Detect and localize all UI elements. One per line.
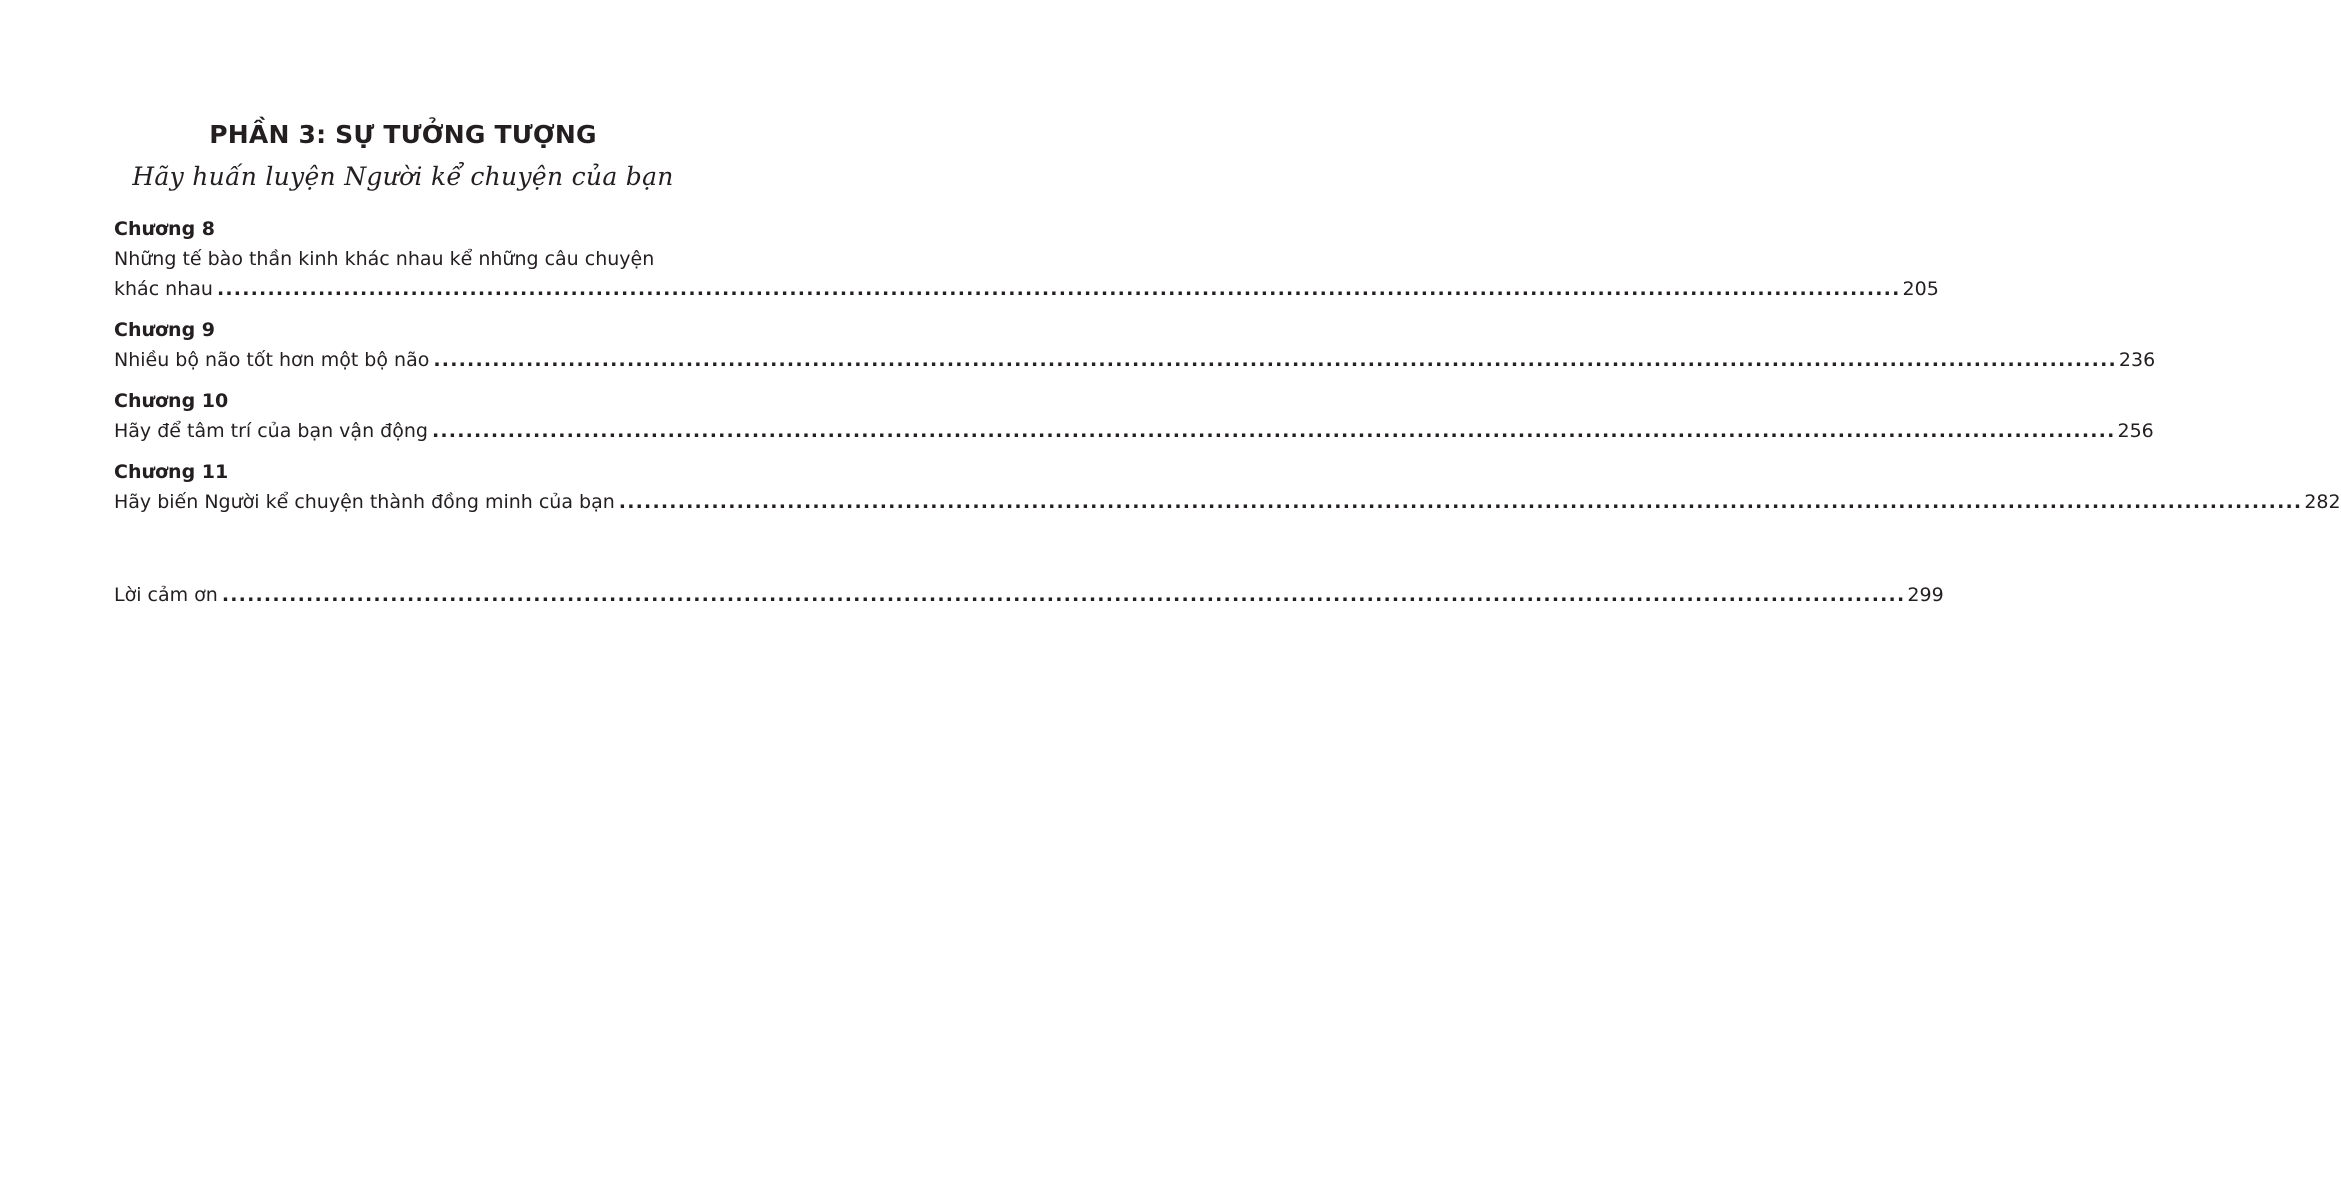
page-number: 205 [1902,278,1939,300]
page-number: 256 [2117,420,2154,442]
toc-entry-chapter-11[interactable] [114,457,2341,517]
part-title: PHẦN 3: SỰ TƯỞNG TƯỢNG [209,120,597,149]
chapter-label: Chương 10 [114,390,229,412]
chapter-title-line: Những tế bào thần kinh khác nhau kể những câu chuyện [114,248,655,270]
dot-leader: ........................................................................................................................................................................................................ [618,491,2303,513]
table-of-contents [114,214,2341,610]
toc-entry-chapter-8[interactable] [114,214,1939,304]
page-number: 236 [2118,349,2156,371]
dot-leader: ........................................................................................................................................................................................................ [221,584,1906,606]
toc-entry-chapter-10[interactable] [114,386,2154,446]
chapter-label: Chương 11 [114,461,229,483]
dot-leader: ........................................................................................................................................................................................................ [431,420,2116,442]
chapter-title: khác nhau [114,278,213,300]
page-number: 282 [2304,491,2341,513]
chapter-title: Hãy biến Người kể chuyện thành đồng minh của bạn [114,491,615,513]
page-number: 299 [1907,584,1944,606]
toc-entry-chapter-9[interactable] [114,315,2156,375]
chapter-title: Hãy để tâm trí của bạn vận động [114,420,428,442]
chapter-label: Chương 9 [114,319,216,341]
toc-entry-acknowledgements[interactable] [114,580,1944,610]
part-subtitle: Hãy huấn luyện Người kể chuyện của bạn [132,162,674,191]
dot-leader: ........................................................................................................................................................................................................ [433,349,2117,371]
acknowledgements-title: Lời cảm ơn [114,584,218,606]
chapter-title: Nhiều bộ não tốt hơn một bộ não [114,349,430,371]
chapter-label: Chương 8 [114,218,216,240]
dot-leader: ........................................................................................................................................................................................................ [216,278,1901,300]
